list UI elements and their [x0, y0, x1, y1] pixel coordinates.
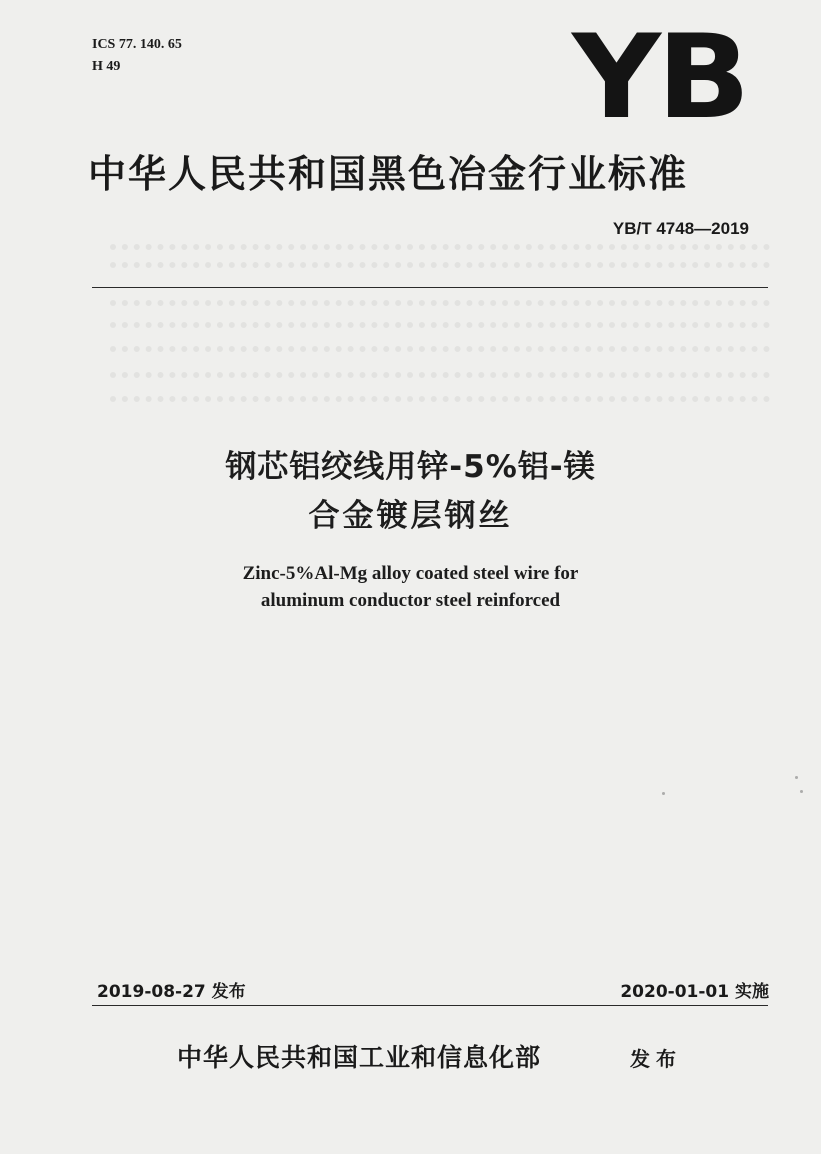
standard-code: YB/T 4748—2019 — [612, 219, 749, 238]
ccs-code: H 49 — [92, 59, 121, 74]
issue-date: 2019-08-27 发布 — [97, 982, 246, 1002]
document-title-en-line1: Zinc-5%Al-Mg alloy coated steel wire for — [242, 563, 579, 584]
show-through-text — [110, 244, 770, 250]
scan-speck — [662, 792, 665, 795]
document-title-en-line2: aluminum conductor steel reinforced — [260, 590, 561, 611]
yb-logo: YB — [572, 10, 747, 145]
scan-speck — [795, 776, 798, 779]
implementation-date: 2020-01-01 实施 — [620, 982, 769, 1002]
scan-speck — [800, 790, 803, 793]
standard-category-title: 中华人民共和国黑色冶金行业标准 — [88, 152, 689, 196]
show-through-text — [110, 396, 770, 402]
document-title-cn-line1: 钢芯铝绞线用锌-5%铝-镁 — [225, 449, 596, 485]
document-title-cn-line2: 合金镀层钢丝 — [308, 498, 513, 534]
publish-label: 发布 — [630, 1047, 682, 1071]
show-through-text — [110, 346, 770, 352]
classification-codes — [92, 34, 182, 78]
show-through-text — [110, 300, 770, 306]
header-divider — [92, 287, 768, 288]
publisher-name: 中华人民共和国工业和信息化部 — [177, 1043, 542, 1072]
footer-divider — [92, 1005, 768, 1006]
show-through-text — [110, 262, 770, 268]
ics-code: ICS 77. 140. 65 — [92, 37, 182, 52]
show-through-text — [110, 322, 770, 328]
show-through-text — [110, 372, 770, 378]
